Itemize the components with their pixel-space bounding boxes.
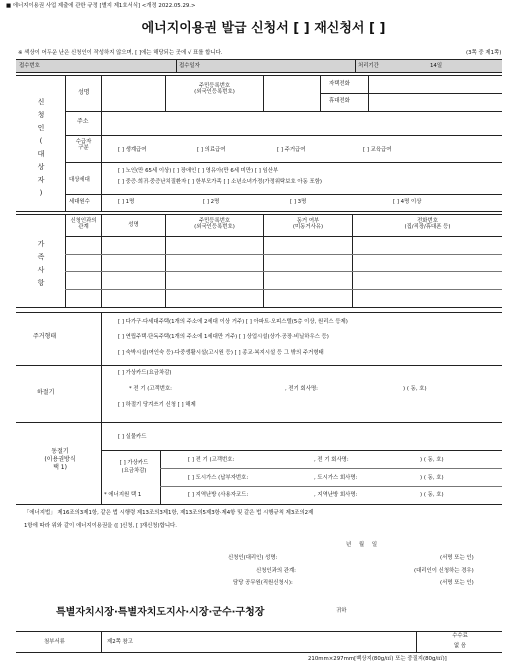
housing-option-row1[interactable]: [ ] 다가구·다세대주택(1개의 주소에 2세대 이상 거주) [ ] 아파트·오피스텔(5층 이상, 원리스 등제) (118, 319, 348, 325)
declaration-text-line2: 1항에 따라 위와 같이 에너지이용권을 ([ ]신청, [ ]재신청)합니다. (24, 523, 177, 529)
summer-electric-company: , 전기 회사명: (285, 386, 318, 392)
resident-no-label: 주민등록번호 (외국인등록번호) (194, 83, 235, 96)
family-header-relation: 신청인과의 관계 (70, 218, 97, 231)
relation-hint: (대리인이 신청하는 경우) (414, 568, 474, 574)
family-row[interactable] (66, 272, 502, 289)
regulation-text: ■ 에너지이용권 사업 제출에 관한 규정 [별지 제1호서식] <개정 2022.05.29.> (6, 3, 196, 9)
receipt-no-label: 접수번호 (19, 63, 40, 69)
declaration-date[interactable]: 년 월 일 (346, 542, 378, 548)
housing-option-row3[interactable]: [ ] 숙박시설(여인숙 등)·다중생활시설(고시원 등) [ ] 종교·복지시설 등 그 밖의 주거형태 (118, 350, 324, 356)
summer-electric-address: ) ( 동, 호) (403, 386, 427, 392)
family-header-cohabitation: 동거 여부 (미동거사유) (292, 218, 324, 231)
winter-real-card-option[interactable]: [ ] 실물카드 (118, 434, 147, 440)
mobile-phone-label: 휴대전화 (329, 98, 350, 104)
fee-label: 수수료 (452, 633, 468, 639)
family-header-phone: 전화번호 (집/직장/휴대폰 등) (404, 218, 451, 231)
winter-electric-address: ) ( 동, 호) (420, 457, 444, 463)
winter-energy-note: * 에너지원 택 1 (104, 492, 142, 498)
members-label: 세대원수 (69, 199, 90, 205)
winter-gas-address: ) ( 동, 호) (420, 475, 444, 481)
resident-no-input[interactable] (265, 82, 318, 106)
housing-option-row2[interactable]: [ ] 연립주택·단독주택(1개의 주소에 1세대만 거주) [ ] 상업시설(상가·공장·비닐하우스 등) (118, 334, 329, 340)
winter-district-heating-address: ) ( 동, 호) (420, 492, 444, 498)
summer-virtual-card-option[interactable]: [ ] 가상카드(요금차감) (118, 370, 172, 376)
benefit-type-medical[interactable]: [ ] 의료급여 (197, 147, 226, 153)
winter-gas-company: , 도시가스 회사명: (314, 475, 358, 481)
household-label: 대상세대 (69, 177, 90, 183)
members-option-4[interactable]: [ ] 4명 이상 (393, 199, 422, 205)
relation-label: 신청인과의 관계: (256, 568, 296, 574)
page-info: (3쪽 중 제1쪽) (466, 50, 502, 56)
summer-electric-customer-no: * 전 기 (고객번호: (129, 386, 172, 392)
address-input[interactable] (104, 114, 500, 132)
official-signature-label: 담당 공무원(직원신청시): (233, 580, 293, 586)
applicant-signature-label: 신청인(대리인) 성명: (228, 555, 278, 561)
official-signature-hint[interactable]: (서명 또는 인) (440, 580, 474, 586)
family-header-resident-no: 주민등록번호 (외국인등록번호) (194, 218, 235, 231)
form-title: 에너지이용권 발급 신청서 [ ] 재신청서 [ ] (141, 21, 386, 36)
winter-district-heating-option[interactable]: [ ] 지역난방 (사용자코드: (188, 492, 249, 498)
winter-label: 동절기 (이용권방식 택 1) (44, 448, 76, 472)
members-option-2[interactable]: [ ] 2명 (203, 199, 220, 205)
winter-gas-option[interactable]: [ ] 도시가스 (납부자번호: (188, 475, 249, 481)
attachments-label: 첨부서류 (44, 639, 65, 645)
notice-text: ※ 색상이 어두운 난은 신청인이 작성하지 않으며, [ ]에는 해당되는 곳에 √ 표를 합니다. (18, 50, 223, 56)
summer-advance-option[interactable]: [ ] 하절기 당겨쓰기 신청 [ ] 해제 (118, 402, 196, 408)
members-option-3[interactable]: [ ] 3명 (290, 199, 307, 205)
family-side-label: 가 족 사 항 (37, 240, 45, 287)
winter-electric-option[interactable]: [ ] 전 기 (고객번호: (188, 457, 235, 463)
attachments-content: 제2쪽 참고 (107, 639, 133, 645)
address-label: 주소 (77, 118, 89, 125)
benefit-type-label: 수급자 구분 (75, 139, 92, 152)
paper-spec: 210mm×297mm[백상지(80g/㎡) 또는 중질지(80g/㎡)] (308, 656, 447, 662)
fee-value: 없 음 (453, 643, 467, 649)
benefit-type-livelihood[interactable]: [ ] 생계급여 (118, 147, 147, 153)
addressee-title: 특별자치시장·특별자치도지사·시장·군수·구청장 (56, 607, 265, 618)
family-header-name: 성명 (128, 222, 139, 228)
home-phone-input[interactable] (370, 78, 500, 91)
winter-electric-company: , 전 기 회사명: (314, 457, 349, 463)
applicant-signature-hint[interactable]: (서명 또는 인) (440, 555, 474, 561)
name-label: 성명 (78, 89, 90, 96)
family-row[interactable] (66, 237, 502, 254)
winter-district-heating-company: , 지역난방 회사명: (314, 492, 358, 498)
family-row[interactable] (66, 255, 502, 271)
home-phone-label: 자택전화 (329, 81, 350, 87)
housing-label: 주거형태 (33, 333, 57, 340)
processing-period-value: 14일 (430, 63, 443, 69)
name-input[interactable] (103, 82, 163, 106)
winter-virtual-card-option[interactable]: [ ] 가상카드 (요금차감) (119, 460, 149, 474)
benefit-type-education[interactable]: [ ] 교육급여 (363, 147, 392, 153)
processing-period-label: 처리기간 (358, 63, 379, 69)
household-options-row1[interactable]: [ ] 노인(만 65세 이상) [ ] 장애인 [ ] 영유아(만 6세 미만) [ ] 임산부 (118, 168, 279, 174)
benefit-type-housing[interactable]: [ ] 주거급여 (277, 147, 306, 153)
applicant-side-label: 신 청 인 ( 대 상 자 ) (37, 98, 45, 197)
household-options-row2[interactable]: [ ] 중증·희귀·중증난치질환자 [ ] 한부모가족 [ ] 소년소녀가정(가정위탁보호 아동 포함) (118, 179, 323, 185)
addressee-suffix: 귀하 (336, 608, 347, 614)
summer-label: 하절기 (37, 389, 55, 396)
declaration-text-line1: 「에너지법」 제16조의3제1항, 같은 법 시행령 제13조의3제1항, 제13조의5제3항·제4항 및 같은 법 시행규칙 제3조의2제 (24, 510, 314, 516)
receipt-date-label: 접수일자 (179, 63, 200, 69)
mobile-phone-input[interactable] (370, 95, 500, 108)
family-row[interactable] (66, 290, 502, 307)
members-option-1[interactable]: [ ] 1명 (118, 199, 135, 205)
